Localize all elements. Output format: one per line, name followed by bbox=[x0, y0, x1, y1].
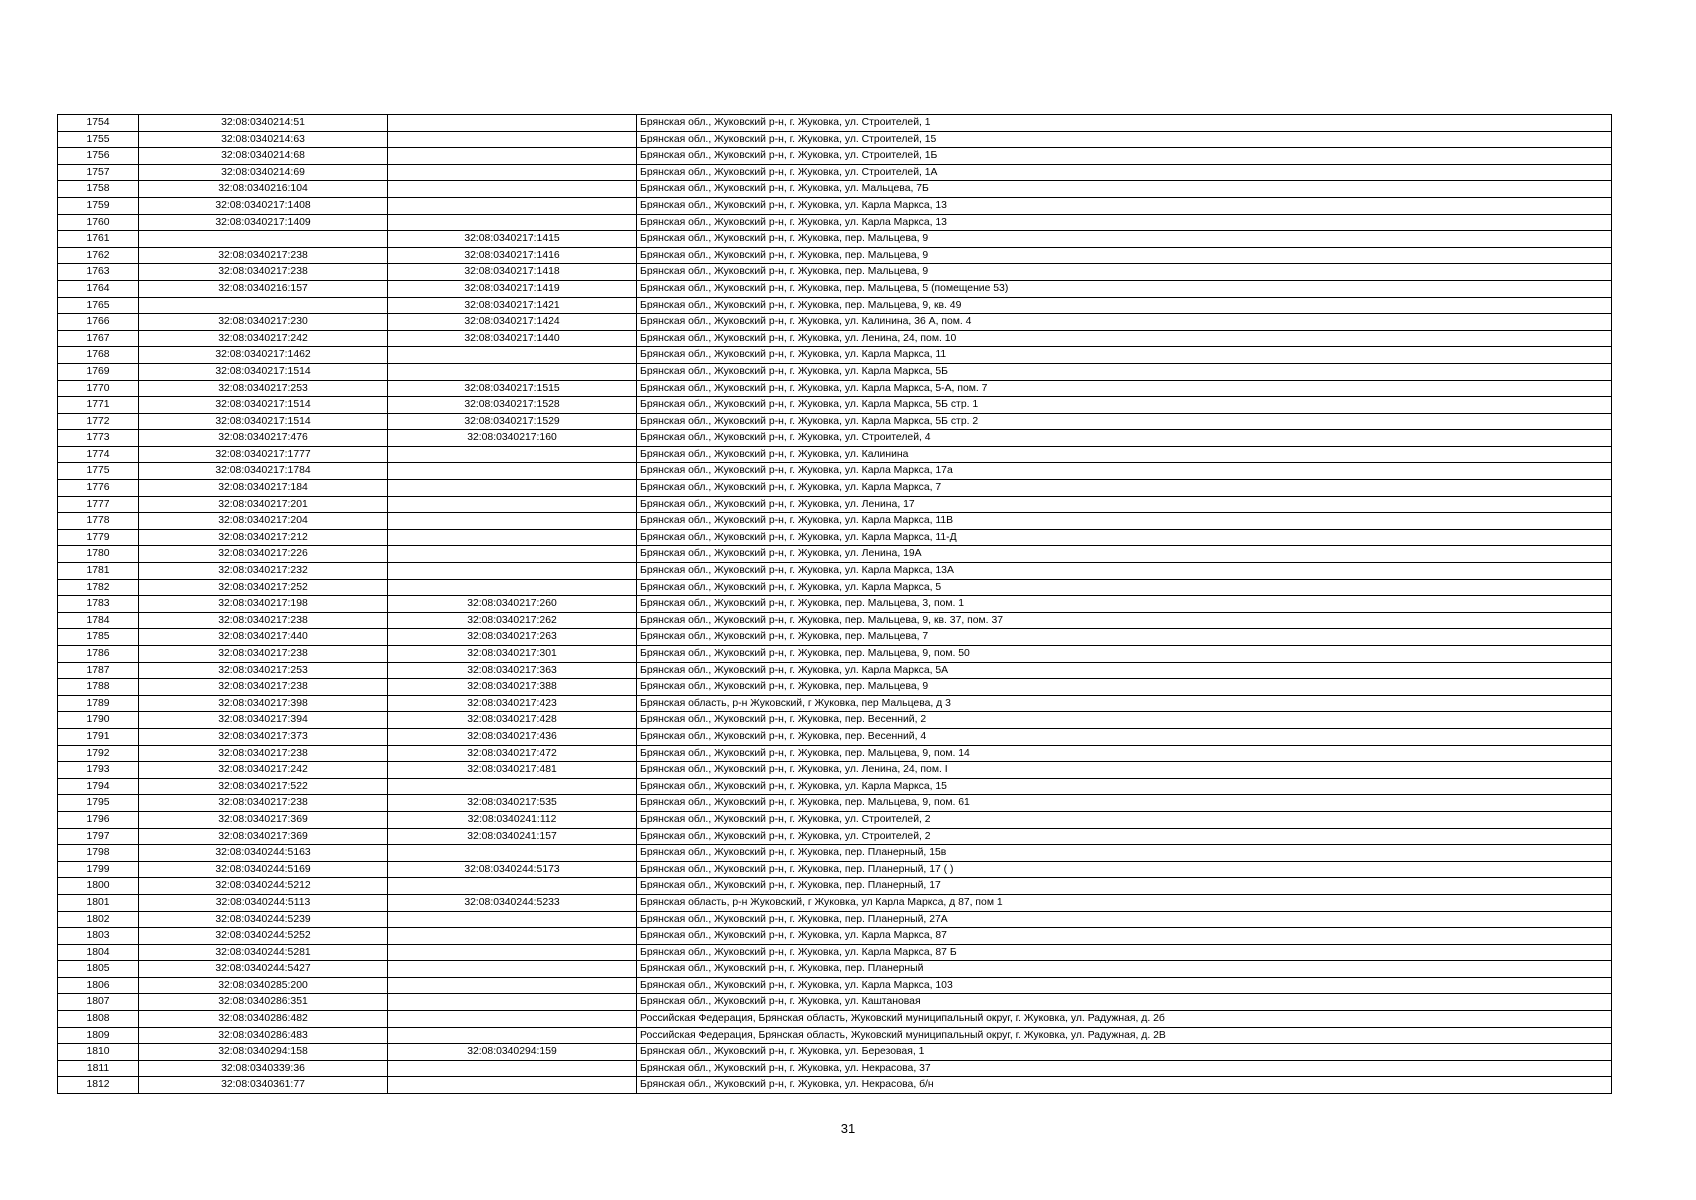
cadastral-number-cell: 32:08:0340216:157 bbox=[139, 280, 388, 297]
row-number-cell: 1807 bbox=[58, 994, 139, 1011]
object-cadastral-number-cell bbox=[388, 131, 637, 148]
table-row bbox=[58, 380, 1612, 397]
table-row bbox=[58, 214, 1612, 231]
address-cell: Брянская обл., Жуковский р-н, г. Жуковка, ул. Карла Маркса, 87 Б bbox=[637, 944, 1612, 961]
registry-table-body bbox=[58, 115, 1612, 1094]
row-number-cell: 1810 bbox=[58, 1044, 139, 1061]
address-cell: Брянская обл., Жуковский р-н, г. Жуковка, ул. Карла Маркса, 13А bbox=[637, 563, 1612, 580]
object-cadastral-number-cell: 32:08:0340244:5233 bbox=[388, 894, 637, 911]
address-cell: Брянская обл., Жуковский р-н, г. Жуковка, ул. Карла Маркса, 5Б стр. 1 bbox=[637, 397, 1612, 414]
object-cadastral-number-cell: 32:08:0340217:428 bbox=[388, 712, 637, 729]
object-cadastral-number-cell bbox=[388, 1077, 637, 1094]
address-cell: Брянская обл., Жуковский р-н, г. Жуковка, ул. Карла Маркса, 11 bbox=[637, 347, 1612, 364]
object-cadastral-number-cell bbox=[388, 214, 637, 231]
cadastral-number-cell: 32:08:0340217:238 bbox=[139, 247, 388, 264]
row-number-cell: 1778 bbox=[58, 513, 139, 530]
table-row bbox=[58, 762, 1612, 779]
cadastral-number-cell: 32:08:0340286:482 bbox=[139, 1011, 388, 1028]
address-cell: Брянская обл., Жуковский р-н, г. Жуковка, ул. Карла Маркса, 13 bbox=[637, 214, 1612, 231]
row-number-cell: 1811 bbox=[58, 1060, 139, 1077]
table-row bbox=[58, 446, 1612, 463]
cadastral-number-cell: 32:08:0340217:1514 bbox=[139, 363, 388, 380]
object-cadastral-number-cell bbox=[388, 1011, 637, 1028]
object-cadastral-number-cell: 32:08:0340217:301 bbox=[388, 646, 637, 663]
object-cadastral-number-cell: 32:08:0340294:159 bbox=[388, 1044, 637, 1061]
object-cadastral-number-cell bbox=[388, 496, 637, 513]
cadastral-number-cell: 32:08:0340216:104 bbox=[139, 181, 388, 198]
address-cell: Брянская обл., Жуковский р-н, г. Жуковка, ул. Карла Маркса, 87 bbox=[637, 928, 1612, 945]
cadastral-number-cell: 32:08:0340217:198 bbox=[139, 596, 388, 613]
row-number-cell: 1759 bbox=[58, 197, 139, 214]
row-number-cell: 1769 bbox=[58, 363, 139, 380]
address-cell: Брянская обл., Жуковский р-н, г. Жуковка, ул. Ленина, 24, пом. 10 bbox=[637, 330, 1612, 347]
object-cadastral-number-cell: 32:08:0340217:1424 bbox=[388, 314, 637, 331]
table-row bbox=[58, 1027, 1612, 1044]
row-number-cell: 1812 bbox=[58, 1077, 139, 1094]
object-cadastral-number-cell: 32:08:0340217:436 bbox=[388, 728, 637, 745]
row-number-cell: 1786 bbox=[58, 646, 139, 663]
object-cadastral-number-cell: 32:08:0340217:1415 bbox=[388, 231, 637, 248]
cadastral-number-cell: 32:08:0340217:1408 bbox=[139, 197, 388, 214]
cadastral-number-cell: 32:08:0340217:242 bbox=[139, 330, 388, 347]
row-number-cell: 1773 bbox=[58, 430, 139, 447]
address-cell: Брянская обл., Жуковский р-н, г. Жуковка, пер. Планерный, 17 bbox=[637, 878, 1612, 895]
address-cell: Брянская обл., Жуковский р-н, г. Жуковка, пер. Мальцева, 5 (помещение 53) bbox=[637, 280, 1612, 297]
object-cadastral-number-cell bbox=[388, 911, 637, 928]
row-number-cell: 1787 bbox=[58, 662, 139, 679]
object-cadastral-number-cell bbox=[388, 546, 637, 563]
object-cadastral-number-cell bbox=[388, 778, 637, 795]
row-number-cell: 1755 bbox=[58, 131, 139, 148]
object-cadastral-number-cell bbox=[388, 347, 637, 364]
row-number-cell: 1784 bbox=[58, 612, 139, 629]
object-cadastral-number-cell bbox=[388, 944, 637, 961]
row-number-cell: 1765 bbox=[58, 297, 139, 314]
cadastral-number-cell: 32:08:0340361:77 bbox=[139, 1077, 388, 1094]
address-cell: Брянская обл., Жуковский р-н, г. Жуковка, пер. Мальцева, 9, пом. 61 bbox=[637, 795, 1612, 812]
table-row bbox=[58, 115, 1612, 132]
row-number-cell: 1806 bbox=[58, 977, 139, 994]
object-cadastral-number-cell bbox=[388, 164, 637, 181]
cadastral-number-cell: 32:08:0340217:394 bbox=[139, 712, 388, 729]
object-cadastral-number-cell bbox=[388, 1027, 637, 1044]
object-cadastral-number-cell: 32:08:0340217:160 bbox=[388, 430, 637, 447]
row-number-cell: 1794 bbox=[58, 778, 139, 795]
object-cadastral-number-cell bbox=[388, 563, 637, 580]
table-row bbox=[58, 861, 1612, 878]
table-row bbox=[58, 579, 1612, 596]
table-row bbox=[58, 712, 1612, 729]
cadastral-number-cell: 32:08:0340217:238 bbox=[139, 745, 388, 762]
table-row bbox=[58, 480, 1612, 497]
row-number-cell: 1774 bbox=[58, 446, 139, 463]
address-cell: Брянская обл., Жуковский р-н, г. Жуковка, ул. Карла Маркса, 103 bbox=[637, 977, 1612, 994]
cadastral-number-cell: 32:08:0340217:476 bbox=[139, 430, 388, 447]
table-row bbox=[58, 463, 1612, 480]
address-cell: Брянская обл., Жуковский р-н, г. Жуковка, ул. Карла Маркса, 17а bbox=[637, 463, 1612, 480]
table-row bbox=[58, 496, 1612, 513]
row-number-cell: 1799 bbox=[58, 861, 139, 878]
address-cell: Брянская обл., Жуковский р-н, г. Жуковка, пер. Мальцева, 3, пом. 1 bbox=[637, 596, 1612, 613]
table-row bbox=[58, 778, 1612, 795]
row-number-cell: 1754 bbox=[58, 115, 139, 132]
table-row bbox=[58, 845, 1612, 862]
table-row bbox=[58, 928, 1612, 945]
cadastral-number-cell: 32:08:0340217:373 bbox=[139, 728, 388, 745]
object-cadastral-number-cell: 32:08:0340217:1528 bbox=[388, 397, 637, 414]
object-cadastral-number-cell: 32:08:0340217:1421 bbox=[388, 297, 637, 314]
table-row bbox=[58, 596, 1612, 613]
cadastral-number-cell: 32:08:0340217:253 bbox=[139, 380, 388, 397]
table-row bbox=[58, 662, 1612, 679]
cadastral-number-cell: 32:08:0340217:1784 bbox=[139, 463, 388, 480]
address-cell: Брянская обл., Жуковский р-н, г. Жуковка, ул. Строителей, 1А bbox=[637, 164, 1612, 181]
object-cadastral-number-cell bbox=[388, 529, 637, 546]
row-number-cell: 1800 bbox=[58, 878, 139, 895]
cadastral-number-cell: 32:08:0340244:5169 bbox=[139, 861, 388, 878]
cadastral-number-cell: 32:08:0340217:1514 bbox=[139, 413, 388, 430]
object-cadastral-number-cell bbox=[388, 363, 637, 380]
table-row bbox=[58, 1011, 1612, 1028]
row-number-cell: 1768 bbox=[58, 347, 139, 364]
cadastral-number-cell: 32:08:0340214:69 bbox=[139, 164, 388, 181]
cadastral-number-cell: 32:08:0340217:1409 bbox=[139, 214, 388, 231]
object-cadastral-number-cell: 32:08:0340217:535 bbox=[388, 795, 637, 812]
row-number-cell: 1805 bbox=[58, 961, 139, 978]
table-row bbox=[58, 164, 1612, 181]
object-cadastral-number-cell: 32:08:0340241:112 bbox=[388, 811, 637, 828]
row-number-cell: 1762 bbox=[58, 247, 139, 264]
address-cell: Брянская обл., Жуковский р-н, г. Жуковка, ул. Ленина, 17 bbox=[637, 496, 1612, 513]
row-number-cell: 1781 bbox=[58, 563, 139, 580]
address-cell: Брянская обл., Жуковский р-н, г. Жуковка, ул. Карла Маркса, 5-А, пом. 7 bbox=[637, 380, 1612, 397]
row-number-cell: 1793 bbox=[58, 762, 139, 779]
row-number-cell: 1771 bbox=[58, 397, 139, 414]
address-cell: Брянская область, р-н Жуковский, г Жуковка, пер Мальцева, д 3 bbox=[637, 695, 1612, 712]
object-cadastral-number-cell bbox=[388, 446, 637, 463]
cadastral-number-cell: 32:08:0340217:204 bbox=[139, 513, 388, 530]
table-row bbox=[58, 397, 1612, 414]
cadastral-number-cell: 32:08:0340217:238 bbox=[139, 264, 388, 281]
cadastral-number-cell: 32:08:0340244:5252 bbox=[139, 928, 388, 945]
object-cadastral-number-cell bbox=[388, 480, 637, 497]
table-row bbox=[58, 629, 1612, 646]
cadastral-number-cell: 32:08:0340286:483 bbox=[139, 1027, 388, 1044]
object-cadastral-number-cell: 32:08:0340217:263 bbox=[388, 629, 637, 646]
table-row bbox=[58, 247, 1612, 264]
address-cell: Брянская обл., Жуковский р-н, г. Жуковка, пер. Мальцева, 9, кв. 49 bbox=[637, 297, 1612, 314]
address-cell: Брянская обл., Жуковский р-н, г. Жуковка, ул. Мальцева, 7Б bbox=[637, 181, 1612, 198]
table-row bbox=[58, 347, 1612, 364]
address-cell: Брянская обл., Жуковский р-н, г. Жуковка, ул. Карла Маркса, 13 bbox=[637, 197, 1612, 214]
row-number-cell: 1779 bbox=[58, 529, 139, 546]
cadastral-number-cell: 32:08:0340217:242 bbox=[139, 762, 388, 779]
row-number-cell: 1785 bbox=[58, 629, 139, 646]
address-cell: Брянская обл., Жуковский р-н, г. Жуковка, ул. Строителей, 4 bbox=[637, 430, 1612, 447]
address-cell: Брянская обл., Жуковский р-н, г. Жуковка, ул. Калинина bbox=[637, 446, 1612, 463]
table-row bbox=[58, 695, 1612, 712]
cadastral-number-cell: 32:08:0340217:253 bbox=[139, 662, 388, 679]
table-row bbox=[58, 430, 1612, 447]
address-cell: Брянская обл., Жуковский р-н, г. Жуковка, пер. Планерный, 17 ( ) bbox=[637, 861, 1612, 878]
address-cell: Брянская обл., Жуковский р-н, г. Жуковка, ул. Ленина, 19А bbox=[637, 546, 1612, 563]
table-row bbox=[58, 1060, 1612, 1077]
object-cadastral-number-cell bbox=[388, 1060, 637, 1077]
cadastral-number-cell: 32:08:0340217:369 bbox=[139, 811, 388, 828]
table-row bbox=[58, 994, 1612, 1011]
object-cadastral-number-cell bbox=[388, 961, 637, 978]
object-cadastral-number-cell: 32:08:0340217:1529 bbox=[388, 413, 637, 430]
address-cell: Брянская обл., Жуковский р-н, г. Жуковка, пер. Мальцева, 9, кв. 37, пом. 37 bbox=[637, 612, 1612, 629]
cadastral-number-cell: 32:08:0340339:36 bbox=[139, 1060, 388, 1077]
object-cadastral-number-cell: 32:08:0340217:260 bbox=[388, 596, 637, 613]
object-cadastral-number-cell: 32:08:0340217:1419 bbox=[388, 280, 637, 297]
object-cadastral-number-cell: 32:08:0340217:1515 bbox=[388, 380, 637, 397]
table-row bbox=[58, 828, 1612, 845]
registry-table-container bbox=[57, 114, 1611, 1094]
address-cell: Брянская обл., Жуковский р-н, г. Жуковка, ул. Строителей, 1 bbox=[637, 115, 1612, 132]
object-cadastral-number-cell bbox=[388, 148, 637, 165]
address-cell: Брянская область, р-н Жуковский, г Жуковка, ул Карла Маркса, д 87, пом 1 bbox=[637, 894, 1612, 911]
table-row bbox=[58, 1077, 1612, 1094]
cadastral-number-cell: 32:08:0340244:5281 bbox=[139, 944, 388, 961]
object-cadastral-number-cell bbox=[388, 463, 637, 480]
object-cadastral-number-cell bbox=[388, 994, 637, 1011]
object-cadastral-number-cell: 32:08:0340241:157 bbox=[388, 828, 637, 845]
table-row bbox=[58, 297, 1612, 314]
table-row bbox=[58, 795, 1612, 812]
object-cadastral-number-cell bbox=[388, 513, 637, 530]
object-cadastral-number-cell bbox=[388, 115, 637, 132]
row-number-cell: 1761 bbox=[58, 231, 139, 248]
table-row bbox=[58, 911, 1612, 928]
address-cell: Брянская обл., Жуковский р-н, г. Жуковка, пер. Планерный, 27А bbox=[637, 911, 1612, 928]
address-cell: Брянская обл., Жуковский р-н, г. Жуковка, ул. Некрасова, б/н bbox=[637, 1077, 1612, 1094]
address-cell: Брянская обл., Жуковский р-н, г. Жуковка, пер. Весенний, 4 bbox=[637, 728, 1612, 745]
address-cell: Брянская обл., Жуковский р-н, г. Жуковка, ул. Калинина, 36 А, пом. 4 bbox=[637, 314, 1612, 331]
row-number-cell: 1780 bbox=[58, 546, 139, 563]
object-cadastral-number-cell: 32:08:0340217:481 bbox=[388, 762, 637, 779]
cadastral-number-cell: 32:08:0340217:212 bbox=[139, 529, 388, 546]
table-row bbox=[58, 197, 1612, 214]
cadastral-number-cell: 32:08:0340214:51 bbox=[139, 115, 388, 132]
table-row bbox=[58, 646, 1612, 663]
cadastral-number-cell: 32:08:0340244:5113 bbox=[139, 894, 388, 911]
cadastral-number-cell: 32:08:0340217:252 bbox=[139, 579, 388, 596]
row-number-cell: 1798 bbox=[58, 845, 139, 862]
object-cadastral-number-cell: 32:08:0340217:472 bbox=[388, 745, 637, 762]
object-cadastral-number-cell bbox=[388, 878, 637, 895]
address-cell: Брянская обл., Жуковский р-н, г. Жуковка, ул. Карла Маркса, 5А bbox=[637, 662, 1612, 679]
table-row bbox=[58, 181, 1612, 198]
cadastral-number-cell: 32:08:0340217:1514 bbox=[139, 397, 388, 414]
object-cadastral-number-cell bbox=[388, 181, 637, 198]
page-number: 31 bbox=[840, 1121, 856, 1136]
address-cell: Брянская обл., Жуковский р-н, г. Жуковка, ул. Карла Маркса, 11В bbox=[637, 513, 1612, 530]
table-row bbox=[58, 131, 1612, 148]
cadastral-number-cell: 32:08:0340217:238 bbox=[139, 646, 388, 663]
row-number-cell: 1795 bbox=[58, 795, 139, 812]
row-number-cell: 1770 bbox=[58, 380, 139, 397]
address-cell: Брянская обл., Жуковский р-н, г. Жуковка, ул. Карла Маркса, 11-Д bbox=[637, 529, 1612, 546]
cadastral-number-cell: 32:08:0340217:201 bbox=[139, 496, 388, 513]
cadastral-number-cell bbox=[139, 297, 388, 314]
cadastral-number-cell: 32:08:0340217:369 bbox=[139, 828, 388, 845]
row-number-cell: 1808 bbox=[58, 1011, 139, 1028]
cadastral-number-cell: 32:08:0340214:63 bbox=[139, 131, 388, 148]
table-row bbox=[58, 546, 1612, 563]
row-number-cell: 1756 bbox=[58, 148, 139, 165]
table-row bbox=[58, 330, 1612, 347]
row-number-cell: 1783 bbox=[58, 596, 139, 613]
table-row bbox=[58, 513, 1612, 530]
cadastral-number-cell: 32:08:0340214:68 bbox=[139, 148, 388, 165]
table-row bbox=[58, 148, 1612, 165]
object-cadastral-number-cell: 32:08:0340217:363 bbox=[388, 662, 637, 679]
table-row bbox=[58, 363, 1612, 380]
row-number-cell: 1776 bbox=[58, 480, 139, 497]
cadastral-number-cell: 32:08:0340217:398 bbox=[139, 695, 388, 712]
row-number-cell: 1789 bbox=[58, 695, 139, 712]
object-cadastral-number-cell bbox=[388, 977, 637, 994]
row-number-cell: 1758 bbox=[58, 181, 139, 198]
row-number-cell: 1767 bbox=[58, 330, 139, 347]
address-cell: Брянская обл., Жуковский р-н, г. Жуковка, пер. Мальцева, 9, пом. 50 bbox=[637, 646, 1612, 663]
cadastral-number-cell: 32:08:0340217:230 bbox=[139, 314, 388, 331]
row-number-cell: 1775 bbox=[58, 463, 139, 480]
row-number-cell: 1803 bbox=[58, 928, 139, 945]
table-row bbox=[58, 878, 1612, 895]
address-cell: Брянская обл., Жуковский р-н, г. Жуковка, ул. Карла Маркса, 7 bbox=[637, 480, 1612, 497]
object-cadastral-number-cell: 32:08:0340217:1418 bbox=[388, 264, 637, 281]
cadastral-number-cell: 32:08:0340244:5239 bbox=[139, 911, 388, 928]
cadastral-number-cell: 32:08:0340217:1462 bbox=[139, 347, 388, 364]
table-row bbox=[58, 612, 1612, 629]
cadastral-number-cell: 32:08:0340244:5427 bbox=[139, 961, 388, 978]
address-cell: Брянская обл., Жуковский р-н, г. Жуковка, пер. Мальцева, 9 bbox=[637, 231, 1612, 248]
cadastral-number-cell: 32:08:0340244:5163 bbox=[139, 845, 388, 862]
table-row bbox=[58, 231, 1612, 248]
address-cell: Брянская обл., Жуковский р-н, г. Жуковка, ул. Строителей, 2 bbox=[637, 811, 1612, 828]
row-number-cell: 1796 bbox=[58, 811, 139, 828]
table-row bbox=[58, 811, 1612, 828]
table-row bbox=[58, 563, 1612, 580]
row-number-cell: 1760 bbox=[58, 214, 139, 231]
cadastral-number-cell: 32:08:0340285:200 bbox=[139, 977, 388, 994]
table-row bbox=[58, 264, 1612, 281]
object-cadastral-number-cell bbox=[388, 845, 637, 862]
address-cell: Брянская обл., Жуковский р-н, г. Жуковка, пер. Мальцева, 9 bbox=[637, 264, 1612, 281]
address-cell: Брянская обл., Жуковский р-н, г. Жуковка, ул. Карла Маркса, 5Б стр. 2 bbox=[637, 413, 1612, 430]
row-number-cell: 1790 bbox=[58, 712, 139, 729]
address-cell: Брянская обл., Жуковский р-н, г. Жуковка, пер. Планерный, 15в bbox=[637, 845, 1612, 862]
address-cell: Брянская обл., Жуковский р-н, г. Жуковка, ул. Строителей, 2 bbox=[637, 828, 1612, 845]
table-row bbox=[58, 745, 1612, 762]
row-number-cell: 1797 bbox=[58, 828, 139, 845]
cadastral-number-cell: 32:08:0340244:5212 bbox=[139, 878, 388, 895]
address-cell: Российская Федерация, Брянская область, Жуковский муниципальный округ, г. Жуковка, ул. Радужная, д. 2б bbox=[637, 1011, 1612, 1028]
table-row bbox=[58, 728, 1612, 745]
cadastral-number-cell: 32:08:0340217:238 bbox=[139, 612, 388, 629]
cadastral-number-cell: 32:08:0340217:522 bbox=[139, 778, 388, 795]
cadastral-number-cell: 32:08:0340217:1777 bbox=[139, 446, 388, 463]
table-row bbox=[58, 413, 1612, 430]
address-cell: Брянская обл., Жуковский р-н, г. Жуковка, ул. Строителей, 1Б bbox=[637, 148, 1612, 165]
row-number-cell: 1801 bbox=[58, 894, 139, 911]
object-cadastral-number-cell: 32:08:0340244:5173 bbox=[388, 861, 637, 878]
row-number-cell: 1791 bbox=[58, 728, 139, 745]
row-number-cell: 1802 bbox=[58, 911, 139, 928]
address-cell: Брянская обл., Жуковский р-н, г. Жуковка, ул. Ленина, 24, пом. I bbox=[637, 762, 1612, 779]
cadastral-number-cell: 32:08:0340217:226 bbox=[139, 546, 388, 563]
address-cell: Брянская обл., Жуковский р-н, г. Жуковка, ул. Березовая, 1 bbox=[637, 1044, 1612, 1061]
row-number-cell: 1782 bbox=[58, 579, 139, 596]
row-number-cell: 1763 bbox=[58, 264, 139, 281]
address-cell: Брянская обл., Жуковский р-н, г. Жуковка, ул. Карла Маркса, 5 bbox=[637, 579, 1612, 596]
cadastral-number-cell: 32:08:0340217:238 bbox=[139, 795, 388, 812]
row-number-cell: 1764 bbox=[58, 280, 139, 297]
table-row bbox=[58, 314, 1612, 331]
table-row bbox=[58, 280, 1612, 297]
row-number-cell: 1788 bbox=[58, 679, 139, 696]
cadastral-number-cell: 32:08:0340286:351 bbox=[139, 994, 388, 1011]
object-cadastral-number-cell: 32:08:0340217:1440 bbox=[388, 330, 637, 347]
table-row bbox=[58, 944, 1612, 961]
row-number-cell: 1777 bbox=[58, 496, 139, 513]
row-number-cell: 1804 bbox=[58, 944, 139, 961]
address-cell: Российская Федерация, Брянская область, Жуковский муниципальный округ, г. Жуковка, ул. Радужная, д. 2В bbox=[637, 1027, 1612, 1044]
address-cell: Брянская обл., Жуковский р-н, г. Жуковка, пер. Мальцева, 9 bbox=[637, 679, 1612, 696]
table-row bbox=[58, 1044, 1612, 1061]
object-cadastral-number-cell bbox=[388, 928, 637, 945]
address-cell: Брянская обл., Жуковский р-н, г. Жуковка, пер. Планерный bbox=[637, 961, 1612, 978]
cadastral-number-cell: 32:08:0340294:158 bbox=[139, 1044, 388, 1061]
row-number-cell: 1757 bbox=[58, 164, 139, 181]
object-cadastral-number-cell: 32:08:0340217:262 bbox=[388, 612, 637, 629]
cadastral-number-cell bbox=[139, 231, 388, 248]
address-cell: Брянская обл., Жуковский р-н, г. Жуковка, ул. Строителей, 15 bbox=[637, 131, 1612, 148]
cadastral-number-cell: 32:08:0340217:238 bbox=[139, 679, 388, 696]
address-cell: Брянская обл., Жуковский р-н, г. Жуковка, пер. Весенний, 2 bbox=[637, 712, 1612, 729]
address-cell: Брянская обл., Жуковский р-н, г. Жуковка, пер. Мальцева, 9 bbox=[637, 247, 1612, 264]
cadastral-number-cell: 32:08:0340217:184 bbox=[139, 480, 388, 497]
table-row bbox=[58, 977, 1612, 994]
row-number-cell: 1772 bbox=[58, 413, 139, 430]
cadastral-number-cell: 32:08:0340217:440 bbox=[139, 629, 388, 646]
table-row bbox=[58, 529, 1612, 546]
object-cadastral-number-cell bbox=[388, 579, 637, 596]
address-cell: Брянская обл., Жуковский р-н, г. Жуковка, ул. Карла Маркса, 5Б bbox=[637, 363, 1612, 380]
object-cadastral-number-cell: 32:08:0340217:388 bbox=[388, 679, 637, 696]
address-cell: Брянская обл., Жуковский р-н, г. Жуковка, ул. Некрасова, 37 bbox=[637, 1060, 1612, 1077]
address-cell: Брянская обл., Жуковский р-н, г. Жуковка, ул. Карла Маркса, 15 bbox=[637, 778, 1612, 795]
object-cadastral-number-cell: 32:08:0340217:1416 bbox=[388, 247, 637, 264]
row-number-cell: 1792 bbox=[58, 745, 139, 762]
object-cadastral-number-cell: 32:08:0340217:423 bbox=[388, 695, 637, 712]
object-cadastral-number-cell bbox=[388, 197, 637, 214]
registry-table bbox=[57, 114, 1612, 1094]
table-row bbox=[58, 961, 1612, 978]
row-number-cell: 1766 bbox=[58, 314, 139, 331]
cadastral-number-cell: 32:08:0340217:232 bbox=[139, 563, 388, 580]
address-cell: Брянская обл., Жуковский р-н, г. Жуковка, пер. Мальцева, 7 bbox=[637, 629, 1612, 646]
address-cell: Брянская обл., Жуковский р-н, г. Жуковка, ул. Каштановая bbox=[637, 994, 1612, 1011]
table-row bbox=[58, 679, 1612, 696]
table-row bbox=[58, 894, 1612, 911]
row-number-cell: 1809 bbox=[58, 1027, 139, 1044]
address-cell: Брянская обл., Жуковский р-н, г. Жуковка, пер. Мальцева, 9, пом. 14 bbox=[637, 745, 1612, 762]
